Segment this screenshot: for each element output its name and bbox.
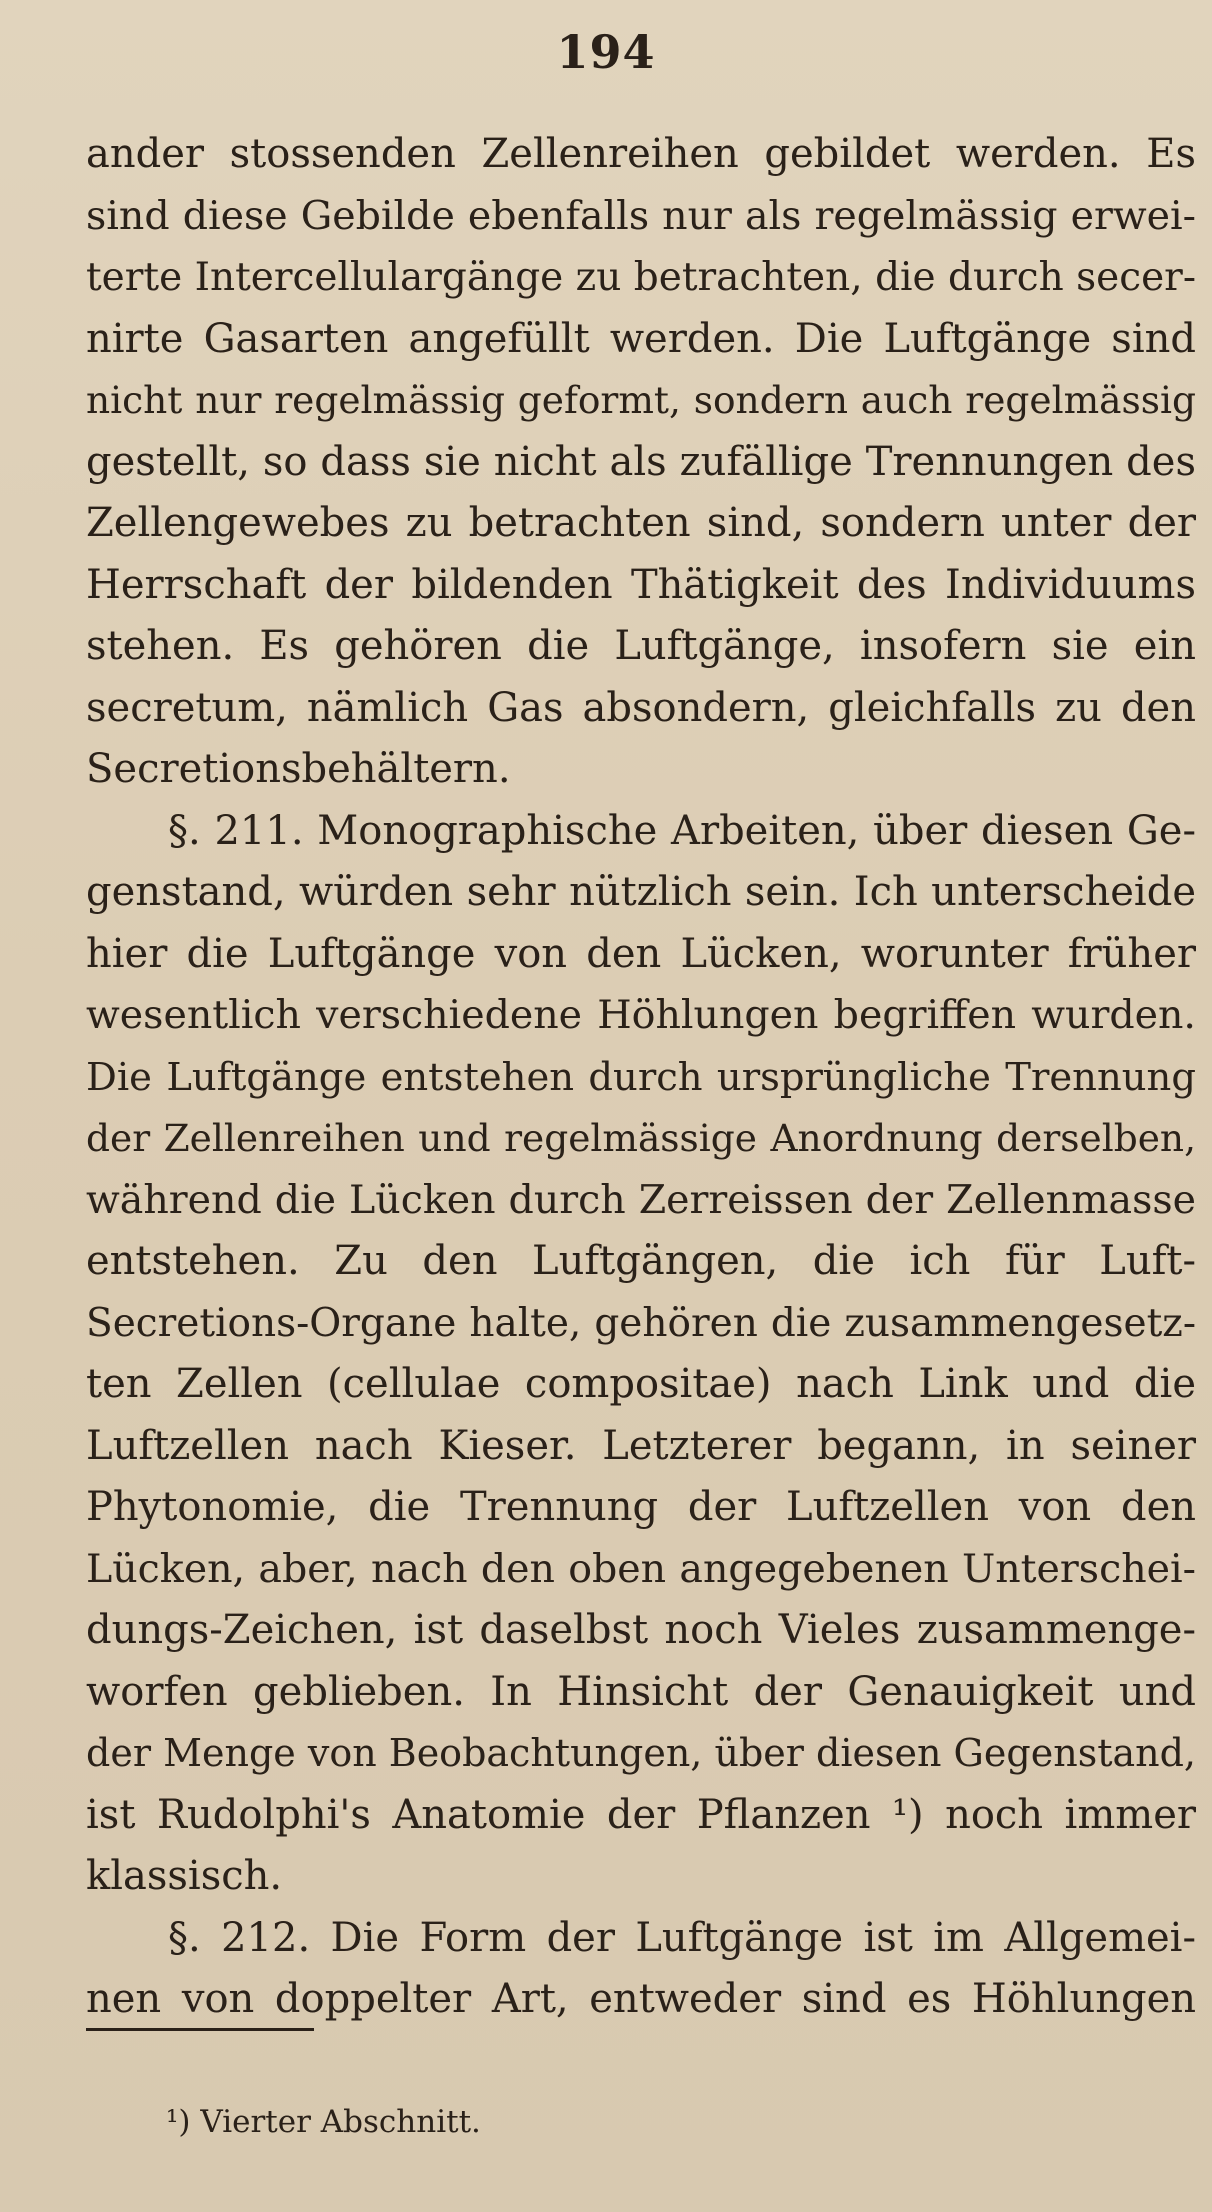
text-line: der Zellenreihen und regelmässige Anordnung derselben, xyxy=(86,1116,1196,1160)
text-line: hier die Luftgänge von den Lücken, worunter früher xyxy=(86,930,1196,977)
text-line: terte Intercellulargänge zu betrachten, die durch secer- xyxy=(86,255,1196,300)
text-line: nirte Gasarten angefüllt werden. Die Luftgänge sind xyxy=(86,315,1196,362)
page-number: 194 xyxy=(556,25,656,79)
text-line: entstehen. Zu den Luftgängen, die ich für Luft- xyxy=(86,1238,1196,1284)
text-line: ander stossenden Zellenreihen gebildet werden. Es xyxy=(86,131,1196,177)
footnote: ¹) Vierter Abschnitt. xyxy=(166,2104,481,2140)
footnote-divider xyxy=(86,2028,314,2031)
text-line: Die Luftgänge entstehen durch ursprüngliche Trennung xyxy=(86,1054,1196,1100)
text-line: Secretionsbehältern. xyxy=(86,746,511,792)
text-line: Herrschaft der bildenden Thätigkeit des Individuums xyxy=(86,561,1196,608)
text-line: §. 211. Monographische Arbeiten, über diesen Ge- xyxy=(168,807,1196,854)
text-line: secretum, nämlich Gas absondern, gleichfalls zu den xyxy=(86,684,1196,731)
text-line: sind diese Gebilde ebenfalls nur als regelmässig erwei- xyxy=(86,192,1196,239)
text-line: gestellt, so dass sie nicht als zufällige Trennungen des xyxy=(86,438,1196,485)
text-line: stehen. Es gehören die Luftgänge, insofern sie ein xyxy=(86,623,1196,669)
text-line: Lücken, aber, nach den oben angegebenen Unterschei- xyxy=(86,1545,1196,1592)
text-line: ten Zellen (cellulae compositae) nach Link und die xyxy=(86,1361,1196,1407)
text-line: der Menge von Beobachtungen, über diesen Gegenstand, xyxy=(86,1731,1196,1775)
text-line: nen von doppelter Art, entweder sind es Höhlungen xyxy=(86,1976,1196,2022)
body-text xyxy=(86,124,1196,2031)
text-line: ist Rudolphi's Anatomie der Pflanzen ¹) noch immer xyxy=(86,1791,1196,1838)
text-line: §. 212. Die Form der Luftgänge ist im Allgemei- xyxy=(168,1914,1196,1961)
text-line: dungs-Zeichen, ist daselbst noch Vieles zusammenge- xyxy=(86,1607,1196,1653)
text-line: Phytonomie, die Trennung der Luftzellen von den xyxy=(86,1484,1196,1530)
text-line: worfen geblieben. In Hinsicht der Genauigkeit und xyxy=(86,1668,1196,1715)
text-line: genstand, würden sehr nützlich sein. Ich unterscheide xyxy=(86,869,1196,915)
text-line: Secretions-Organe halte, gehören die zusammengesetz- xyxy=(86,1300,1196,1346)
text-line: klassisch. xyxy=(86,1853,283,1899)
text-line: Zellengewebes zu betrachten sind, sondern unter der xyxy=(86,500,1196,546)
text-line: wesentlich verschiedene Höhlungen begriffen wurden. xyxy=(86,992,1196,1038)
text-line: während die Lücken durch Zerreissen der Zellenmasse xyxy=(86,1176,1196,1223)
text-line: Luftzellen nach Kieser. Letzterer begann, in seiner xyxy=(86,1422,1196,1469)
text-line: nicht nur regelmässig geformt, sondern auch regelmässig xyxy=(86,378,1196,422)
